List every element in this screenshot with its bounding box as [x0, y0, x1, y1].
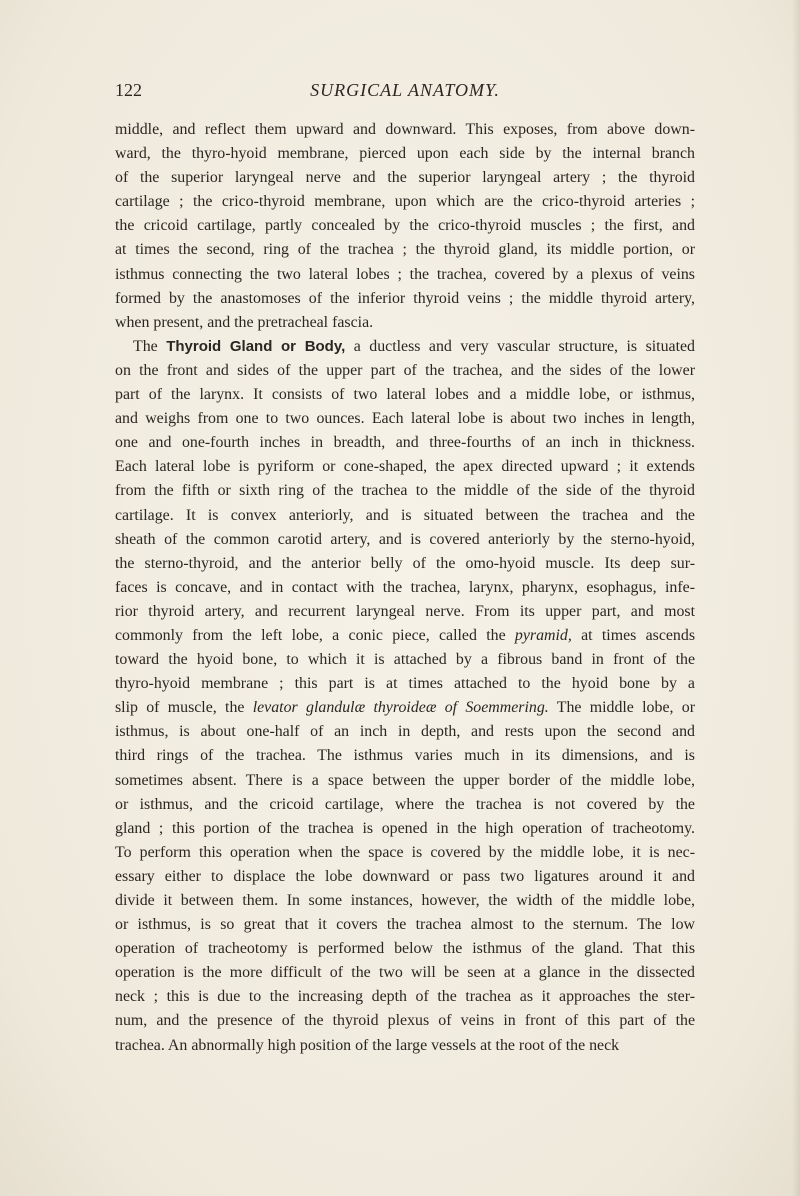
- paragraph-start-thyroid: [115, 335, 695, 359]
- page-edge-shadow: [792, 0, 800, 1196]
- text-line: isthmus, is about one-half of an inch in depth, and rests upon the second and: [115, 723, 695, 741]
- text-line: divide it between them. In some instances, however, the width of the middle lobe,: [115, 892, 695, 909]
- text-line: from the fifth or sixth ring of the trachea to the middle of the side of the thyroid: [115, 482, 695, 500]
- text-line: operation of tracheotomy is performed below the isthmus of the gland. That this: [115, 940, 695, 958]
- text-line: the cricoid cartilage, partly concealed by the crico-thyroid muscles ; the first, and: [115, 217, 695, 235]
- text-fragment: a ductless and very vascular structure, is situated: [345, 337, 695, 355]
- text-line: and weighs from one to two ounces. Each lateral lobe is about two inches in length,: [115, 410, 695, 428]
- text-line-pyramid: [115, 624, 695, 648]
- text-line: operation is the more difficult of the two will be seen at a glance in the dissected: [115, 964, 695, 982]
- text-line: sometimes absent. There is a space between the upper border of the middle lobe,: [115, 771, 695, 789]
- text-line: cartilage. It is convex anteriorly, and is situated between the trachea and the: [115, 506, 695, 524]
- text-line: Each lateral lobe is pyriform or cone-shaped, the apex directed upward ; it extends: [115, 458, 695, 476]
- text-line: cartilage ; the crico-thyroid membrane, upon which are the crico-thyroid arteries ;: [115, 193, 695, 211]
- italic-term: pyramid,: [514, 626, 572, 644]
- text-line: rior thyroid artery, and recurrent laryngeal nerve. From its upper part, and most: [115, 602, 695, 620]
- body-text: [115, 118, 695, 1058]
- text-line-levator: [115, 696, 695, 720]
- text-line: part of the larynx. It consists of two lateral lobes and a middle lobe, or isthmus,: [115, 386, 695, 404]
- text-line: To perform this operation when the space is covered by the middle lobe, it is nec-: [115, 843, 695, 861]
- text-line: sheath of the common carotid artery, and is covered anteriorly by the sterno-hyoid,: [115, 530, 695, 548]
- text-line: one and one-fourth inches in breadth, and three-fourths of an inch in thickness.: [115, 434, 695, 452]
- text-line: middle, and reflect them upward and downward. This exposes, from above down-: [115, 121, 695, 138]
- text-fragment: slip of muscle, the: [115, 699, 253, 717]
- text-line: toward the hyoid bone, to which it is attached by a fibrous band in front of the: [115, 651, 695, 669]
- text-line: faces is concave, and in contact with the trachea, larynx, pharynx, esophagus, infe-: [115, 578, 695, 596]
- italic-term: levator glandulæ thyroideæ of Soemmering.: [252, 699, 549, 717]
- text-line: or isthmus, and the cricoid cartilage, where the trachea is not covered by the: [115, 795, 695, 813]
- text-line: or isthmus, is so great that it covers the trachea almost to the sternum. The low: [115, 916, 695, 934]
- text-fragment: commonly from the left lobe, a conic piece, called the: [115, 626, 515, 644]
- text-line: formed by the anastomoses of the inferior thyroid veins ; the middle thyroid artery,: [115, 289, 695, 307]
- text-fragment: at times ascends: [571, 626, 696, 644]
- text-line: on the front and sides of the upper part of the trachea, and the sides of the lower: [115, 361, 695, 379]
- text-line: neck ; this is due to the increasing depth of the trachea as it approaches the ster-: [115, 988, 695, 1006]
- text-line: gland ; this portion of the trachea is opened in the high operation of tracheotomy.: [115, 819, 695, 837]
- running-title: SURGICAL ANATOMY.: [310, 80, 500, 100]
- text-line: essary either to displace the lobe downward or pass two ligatures around it and: [115, 867, 695, 885]
- text-line: isthmus connecting the two lateral lobes ; the trachea, covered by a plexus of veins: [115, 265, 695, 283]
- text-line: when present, and the pretracheal fascia.: [115, 313, 374, 331]
- text-line: of the superior laryngeal nerve and the superior laryngeal artery ; the thyroid: [115, 169, 695, 187]
- text-line: at times the second, ring of the trachea ; the thyroid gland, its middle portion, or: [115, 241, 695, 259]
- text-line: thyro-hyoid membrane ; this part is at times attached to the hyoid bone by a: [115, 675, 695, 693]
- text-fragment: The: [133, 337, 167, 355]
- text-line: ward, the thyro-hyoid membrane, pierced upon each side by the internal branch: [115, 145, 695, 163]
- text-line: num, and the presence of the thyroid plexus of veins in front of this part of the: [115, 1012, 695, 1030]
- page-number: 122: [115, 80, 142, 100]
- text-line: third rings of the trachea. The isthmus varies much in its dimensions, and is: [115, 747, 695, 765]
- text-fragment: The middle lobe, or: [548, 699, 695, 717]
- text-line: trachea. An abnormally high position of the large vessels at the root of the neck: [115, 1036, 620, 1054]
- page-header: [115, 80, 695, 104]
- section-heading: Thyroid Gland or Body,: [166, 337, 346, 355]
- text-line: the sterno-thyroid, and the anterior belly of the omo-hyoid muscle. Its deep sur-: [115, 554, 695, 572]
